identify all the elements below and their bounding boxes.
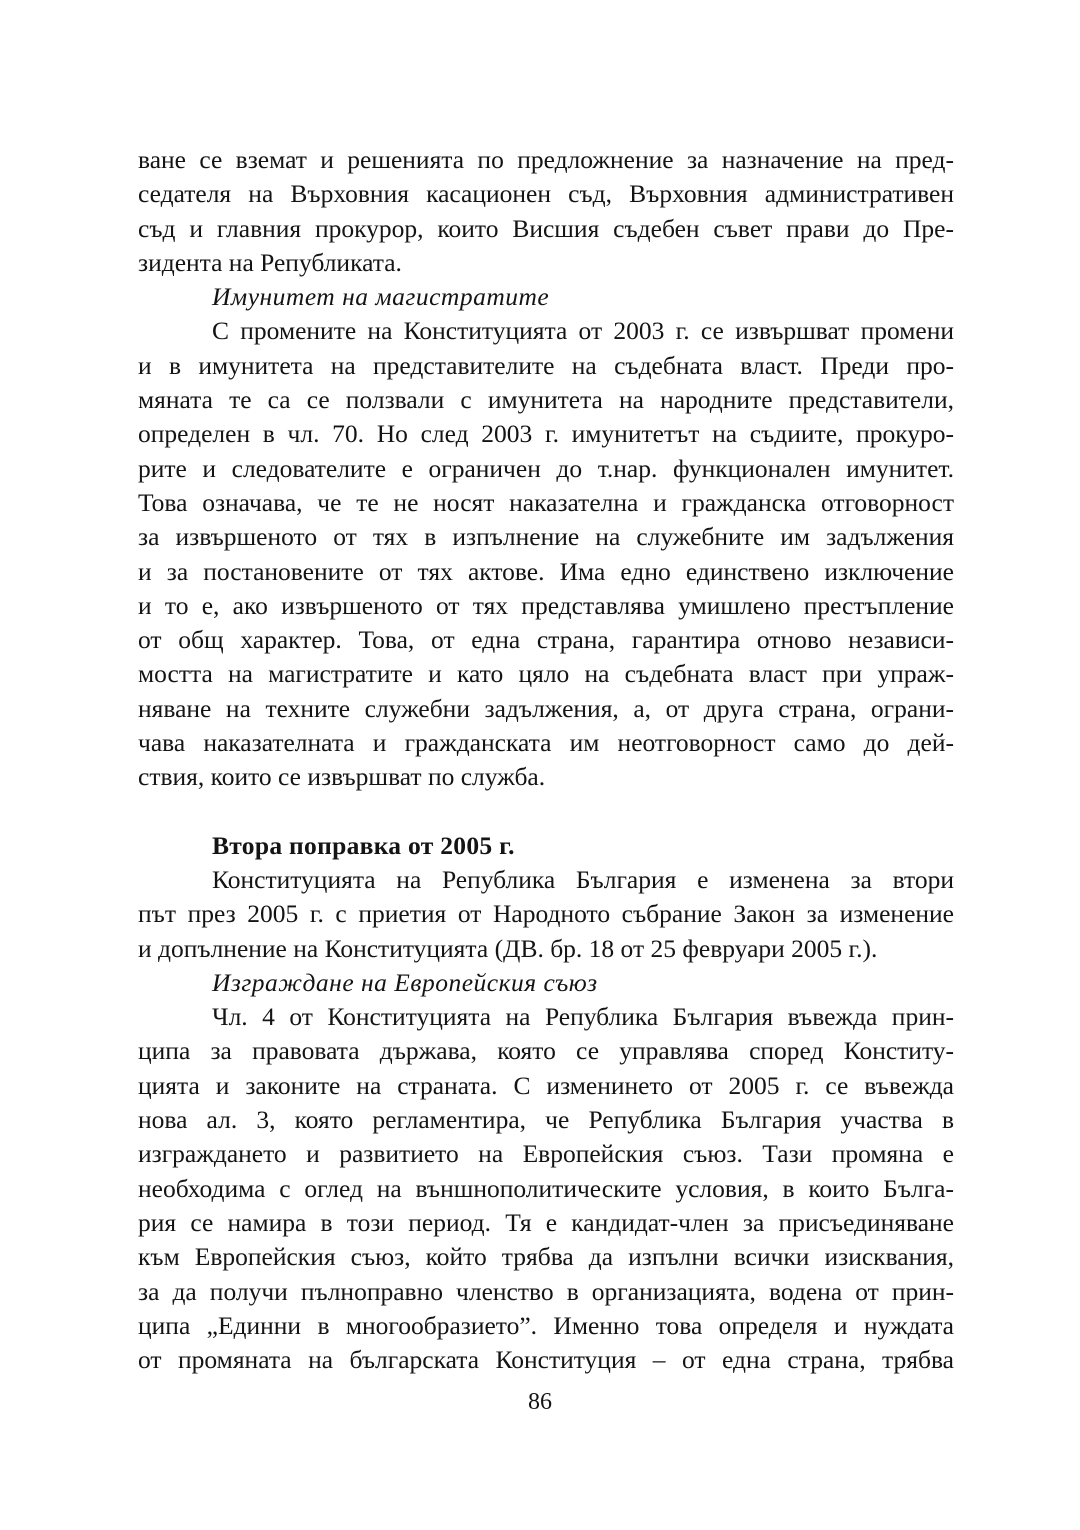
text-line: ципа за правовата държава, която се управлява според Конститу-	[138, 1036, 954, 1066]
text-line: Конституцията на Република България е изменена за втори	[212, 864, 954, 894]
text-line: мостта на магистратите и като цяло на съдебната власт при упраж-	[138, 659, 954, 689]
text-line: от промяната на българската Конституция – от една страна, трябва	[138, 1345, 954, 1375]
text-line: ствия, които се извършват по служба.	[138, 762, 546, 792]
text-line: рите и следователите е ограничен до т.нар. функционален имунитет.	[138, 453, 954, 483]
subheading-immunity: Имунитет на магистратите	[212, 282, 550, 312]
text-line: мяната те са се ползвали с имунитета на народните представители,	[138, 385, 954, 415]
text-line: изграждането и развитието на Европейския съюз. Тази промяна е	[138, 1139, 954, 1169]
text-line: необходима с оглед на външнополитическите условия, в които Бълга-	[138, 1173, 954, 1203]
immunity-paragraph	[138, 314, 954, 794]
text-line: рия се намира в този период. Тя е кандидат-член за присъединяване	[138, 1207, 954, 1237]
second-amendment-intro	[138, 863, 954, 966]
text-line: зидента на Републиката.	[138, 247, 402, 277]
text-line: и то е, ако извършеното от тях представлява умишлено престъпление	[138, 590, 954, 620]
text-line: и допълнение на Конституцията (ДВ. бр. 18 от 25 февруари 2005 г.).	[138, 933, 878, 963]
section-spacer	[138, 795, 954, 829]
text-line: Това означава, че те не носят наказателна и гражданска отговорност	[138, 487, 954, 517]
text-line: ципа „Единни в многообразието”. Именно това определя и нуждата	[138, 1310, 954, 1340]
text-line: седателя на Върховния касационен съд, Върховния административен	[138, 179, 954, 209]
text-line: определен в чл. 70. Но след 2003 г. имунитетът на съдиите, прокуро-	[138, 419, 954, 449]
text-line: няване на техните служебни задължения, а, от друга страна, ограни-	[138, 693, 954, 723]
text-line: към Европейския съюз, който трябва да изпълни всички изисквания,	[138, 1242, 954, 1272]
text-line: нова ал. 3, която регламентира, че Република България участва в	[138, 1105, 954, 1135]
text-line: път през 2005 г. с приетия от Народното събрание Закон за изменение	[138, 899, 954, 929]
continuation-paragraph	[138, 143, 954, 280]
text-line: С промените на Конституцията от 2003 г. се извършват промени	[212, 316, 954, 346]
subheading-european-union: Изграждане на Европейския съюз	[212, 967, 598, 997]
text-line: Чл. 4 от Конституцията на Република България въвежда прин-	[212, 1002, 954, 1032]
text-line: и за постановените от тях актове. Има едно единствено изключение	[138, 556, 954, 586]
european-union-paragraph	[138, 1000, 954, 1377]
text-line: за извършеното от тях в изпълнение на служебните им задължения	[138, 522, 954, 552]
text-line: и в имунитета на представителите на съдебната власт. Преди про-	[138, 350, 954, 380]
page-number: 86	[528, 1389, 552, 1415]
text-line: цията и законите на страната. С изменинето от 2005 г. се въвежда	[138, 1070, 954, 1100]
text-line: чава наказателната и гражданската им неотговорност само до дей-	[138, 728, 954, 758]
document-page	[138, 143, 954, 1377]
section-heading-second-amendment: Втора поправка от 2005 г.	[212, 830, 515, 860]
text-line: за да получи пълноправно членство в организацията, водена от прин-	[138, 1276, 954, 1306]
text-line: от общ характер. Това, от една страна, гарантира отново независи-	[138, 625, 954, 655]
text-line: съд и главния прокурор, които Висшия съдебен съвет прави до Пре-	[138, 213, 954, 243]
text-line: ване се вземат и решенията по предложнение за назначение на пред-	[138, 145, 954, 174]
